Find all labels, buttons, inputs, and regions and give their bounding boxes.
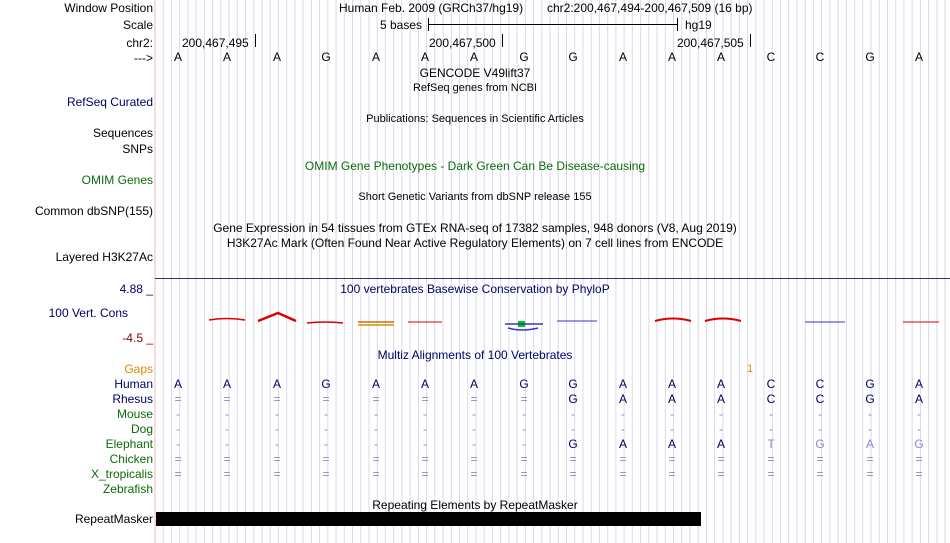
coordinate-1: 200,467,495 (182, 36, 249, 50)
alignment-base: A (618, 377, 627, 391)
alignment-base: - (374, 422, 378, 436)
alignment-base: = (174, 452, 182, 466)
alignment-base: = (372, 467, 380, 481)
alignment-base: - (423, 437, 427, 451)
sequence-base: G (568, 50, 578, 64)
chr-label: chr2: (126, 36, 153, 50)
alignment-base: = (421, 392, 429, 406)
alignment-base: A (371, 377, 380, 391)
alignment-base: G (865, 392, 875, 406)
alignment-base: = (223, 392, 231, 406)
alignment-base: = (717, 452, 725, 466)
alignment-base: A (716, 377, 725, 391)
alignment-base: = (668, 452, 676, 466)
position-text: chr2:200,467,494-200,467,509 (16 bp) (547, 1, 753, 15)
conservation-mark (307, 322, 343, 323)
species-label[interactable]: Human (114, 377, 153, 391)
alignment-base: - (818, 407, 822, 421)
phylop-conservation-plot (0, 305, 950, 333)
alignment-base: = (470, 467, 478, 481)
sequence-base: G (519, 50, 529, 64)
alignment-base: - (225, 407, 229, 421)
strand-arrow-label: ---> (134, 51, 153, 65)
sequence-base: A (667, 50, 676, 64)
alignment-base: G (568, 377, 578, 391)
alignment-base: G (568, 392, 578, 406)
conservation-marks (209, 313, 939, 330)
alignment-base: - (225, 422, 229, 436)
sequence-base: A (716, 50, 725, 64)
species-label[interactable]: Zebrafish (102, 482, 153, 496)
alignment-base: - (423, 407, 427, 421)
alignment-base: A (272, 377, 281, 391)
phylop-track-title[interactable]: 100 vertebrates Basewise Conservation by PhyloP (340, 282, 610, 296)
alignment-base: A (914, 377, 923, 391)
alignment-base: - (176, 422, 180, 436)
alignment-base: A (865, 437, 874, 451)
alignment-base: = (174, 467, 182, 481)
sequence-base: A (272, 50, 281, 64)
alignment-base: G (321, 377, 331, 391)
sequence-base: G (321, 50, 331, 64)
alignment-base: = (520, 452, 528, 466)
alignment-base: = (717, 467, 725, 481)
refseq-track-label[interactable]: RefSeq Curated (66, 95, 153, 109)
alignment-base: C (766, 392, 776, 406)
alignment-base: - (621, 422, 625, 436)
alignment-base: C (815, 392, 825, 406)
sequence-base: G (865, 50, 875, 64)
alignment-base: - (472, 422, 476, 436)
species-label[interactable]: Rhesus (112, 392, 153, 406)
species-label[interactable]: Chicken (109, 452, 153, 466)
scale-bar-right-tick (677, 18, 678, 31)
alignment-base: - (225, 437, 229, 451)
alignment-base: = (816, 452, 824, 466)
scale-assembly: hg19 (685, 18, 712, 32)
publications-track-title[interactable]: Publications: Sequences in Scientific Articles (366, 113, 584, 125)
window-position-label: Window Position (64, 1, 153, 15)
alignment-base: - (670, 407, 674, 421)
alignment-base: G (914, 437, 924, 451)
species-label[interactable]: X_tropicalis (90, 467, 153, 481)
alignment-base: = (223, 452, 231, 466)
sequence-base: A (469, 50, 478, 64)
alignment-base: A (667, 377, 676, 391)
assembly-text: Human Feb. 2009 (GRCh37/hg19) (339, 1, 524, 15)
alignment-base: - (324, 422, 328, 436)
alignment-base: - (719, 407, 723, 421)
alignment-base: - (472, 437, 476, 451)
sequence-base: A (222, 50, 231, 64)
coordinate-tick-1 (255, 34, 256, 47)
conservation-mark (508, 328, 538, 330)
alignment-base: A (222, 377, 231, 391)
alignment-base: = (767, 452, 775, 466)
alignment-base: = (273, 392, 281, 406)
alignment-base: - (522, 407, 526, 421)
alignment-base: - (275, 437, 279, 451)
alignment-base: - (571, 407, 575, 421)
alignment-base: = (915, 452, 923, 466)
conservation-mark (705, 319, 741, 322)
alignment-base: A (914, 392, 923, 406)
alignment-base: = (223, 467, 231, 481)
alignment-base: - (522, 422, 526, 436)
alignment-base: = (520, 467, 528, 481)
multiz-track-title[interactable]: Multiz Alignments of 100 Vertebrates (377, 348, 573, 362)
alignment-base: A (667, 437, 676, 451)
species-label[interactable]: Dog (130, 422, 153, 436)
alignment-base: A (618, 437, 627, 451)
alignment-base: - (374, 407, 378, 421)
conservation-mark (258, 313, 296, 321)
alignment-base: - (868, 407, 872, 421)
sequence-base: A (420, 50, 429, 64)
alignment-base: - (176, 407, 180, 421)
alignment-base: = (520, 392, 528, 406)
species-label[interactable]: Elephant (105, 437, 153, 451)
alignment-base: G (568, 437, 578, 451)
gtex-track-title[interactable]: Gene Expression in 54 tissues from GTEx RNA-seq of 17382 samples, 948 donors (V8, Aug 2019) (213, 221, 737, 235)
phylop-max-value: 4.88 _ (119, 282, 153, 296)
snps-track-label[interactable]: SNPs (122, 142, 153, 156)
alignment-base: A (420, 377, 429, 391)
conservation-mark (209, 319, 245, 321)
alignment-base: = (273, 452, 281, 466)
alignment-base: A (716, 437, 725, 451)
track-separator (155, 278, 950, 279)
alignment-base: = (619, 467, 627, 481)
repeat-element-block[interactable] (156, 512, 701, 526)
repeatmasker-track-title[interactable]: Repeating Elements by RepeatMasker (372, 498, 578, 512)
alignment-base: G (815, 437, 825, 451)
alignment-base: = (619, 452, 627, 466)
sequence-base: C (815, 50, 825, 64)
alignment-base: = (174, 392, 182, 406)
alignment-base: G (865, 377, 875, 391)
coordinate-3: 200,467,505 (677, 36, 744, 50)
alignment-base: - (769, 422, 773, 436)
h3k27ac-track-label[interactable]: Layered H3K27Ac (55, 250, 153, 264)
alignment-base: A (469, 377, 478, 391)
species-label[interactable]: Mouse (116, 407, 153, 421)
alignment-base: = (421, 452, 429, 466)
alignment-base: - (917, 407, 921, 421)
scale-label: Scale (122, 18, 153, 32)
omim-track-label[interactable]: OMIM Genes (81, 173, 153, 187)
alignment-base: = (915, 467, 923, 481)
sequence-base: A (914, 50, 923, 64)
alignment-base: - (868, 422, 872, 436)
phylop-min-value: -4.5 _ (122, 331, 153, 345)
phylop-track-label[interactable]: 100 Vert. Cons (48, 306, 128, 320)
coordinate-2: 200,467,500 (429, 36, 496, 50)
alignment-base: - (621, 407, 625, 421)
alignment-base: = (372, 452, 380, 466)
coordinate-tick-3 (750, 34, 751, 47)
sequence-base: A (173, 50, 182, 64)
gencode-track-title[interactable]: GENCODE V49lift37 (419, 66, 531, 80)
alignment-base: - (769, 407, 773, 421)
alignment-base: A (667, 392, 676, 406)
alignment-base: A (716, 392, 725, 406)
alignment-base: = (816, 467, 824, 481)
alignment-base: A (173, 377, 182, 391)
scale-bar-left-tick (428, 18, 429, 31)
alignment-base: = (322, 392, 330, 406)
alignment-base: A (618, 392, 627, 406)
alignment-base: = (866, 452, 874, 466)
alignment-base: - (275, 422, 279, 436)
alignment-base: = (273, 467, 281, 481)
alignment-base: T (767, 437, 775, 451)
alignment-base: - (522, 437, 526, 451)
alignment-base: = (668, 467, 676, 481)
conservation-mark (655, 319, 691, 322)
coordinate-tick-2 (502, 34, 503, 47)
sequences-track-label[interactable]: Sequences (92, 126, 153, 140)
dbsnp-track-label[interactable]: Common dbSNP(155) (34, 204, 153, 218)
alignment-base: - (472, 407, 476, 421)
omim-track-title[interactable]: OMIM Gene Phenotypes - Dark Green Can Be Disease-causing (304, 159, 646, 173)
refseq-track-subtitle: RefSeq genes from NCBI (412, 82, 538, 94)
alignment-base: - (176, 437, 180, 451)
sequence-base: C (766, 50, 776, 64)
alignment-base: = (569, 452, 577, 466)
alignment-base: = (767, 467, 775, 481)
alignment-base: - (374, 437, 378, 451)
dbsnp-track-title[interactable]: Short Genetic Variants from dbSNP release 155 (358, 191, 592, 203)
alignment-base: = (470, 452, 478, 466)
gaps-count: 1 (747, 363, 754, 375)
alignment-base: - (719, 422, 723, 436)
alignment-base: C (766, 377, 776, 391)
h3k27ac-track-title[interactable]: H3K27Ac Mark (Often Found Near Active Regulatory Elements) on 7 cell lines from ENCODE (226, 236, 724, 250)
alignment-base: - (324, 407, 328, 421)
sequence-base: A (371, 50, 380, 64)
gaps-track-label[interactable]: Gaps (124, 362, 153, 376)
alignment-base: = (866, 467, 874, 481)
alignment-base: - (571, 422, 575, 436)
alignment-base: - (423, 422, 427, 436)
scale-bar (428, 24, 678, 25)
alignment-base: = (470, 392, 478, 406)
scale-text: 5 bases (380, 18, 423, 32)
alignment-base: = (569, 467, 577, 481)
alignment-base: = (372, 392, 380, 406)
alignment-base: - (324, 437, 328, 451)
alignment-base: - (917, 422, 921, 436)
sequence-base: A (618, 50, 627, 64)
alignment-base: C (815, 377, 825, 391)
alignment-base: - (818, 422, 822, 436)
alignment-base: = (322, 452, 330, 466)
repeatmasker-track-label[interactable]: RepeatMasker (74, 512, 153, 526)
alignment-base: - (275, 407, 279, 421)
alignment-base: = (322, 467, 330, 481)
alignment-base: - (670, 422, 674, 436)
alignment-base: G (519, 377, 529, 391)
alignment-base: = (421, 467, 429, 481)
